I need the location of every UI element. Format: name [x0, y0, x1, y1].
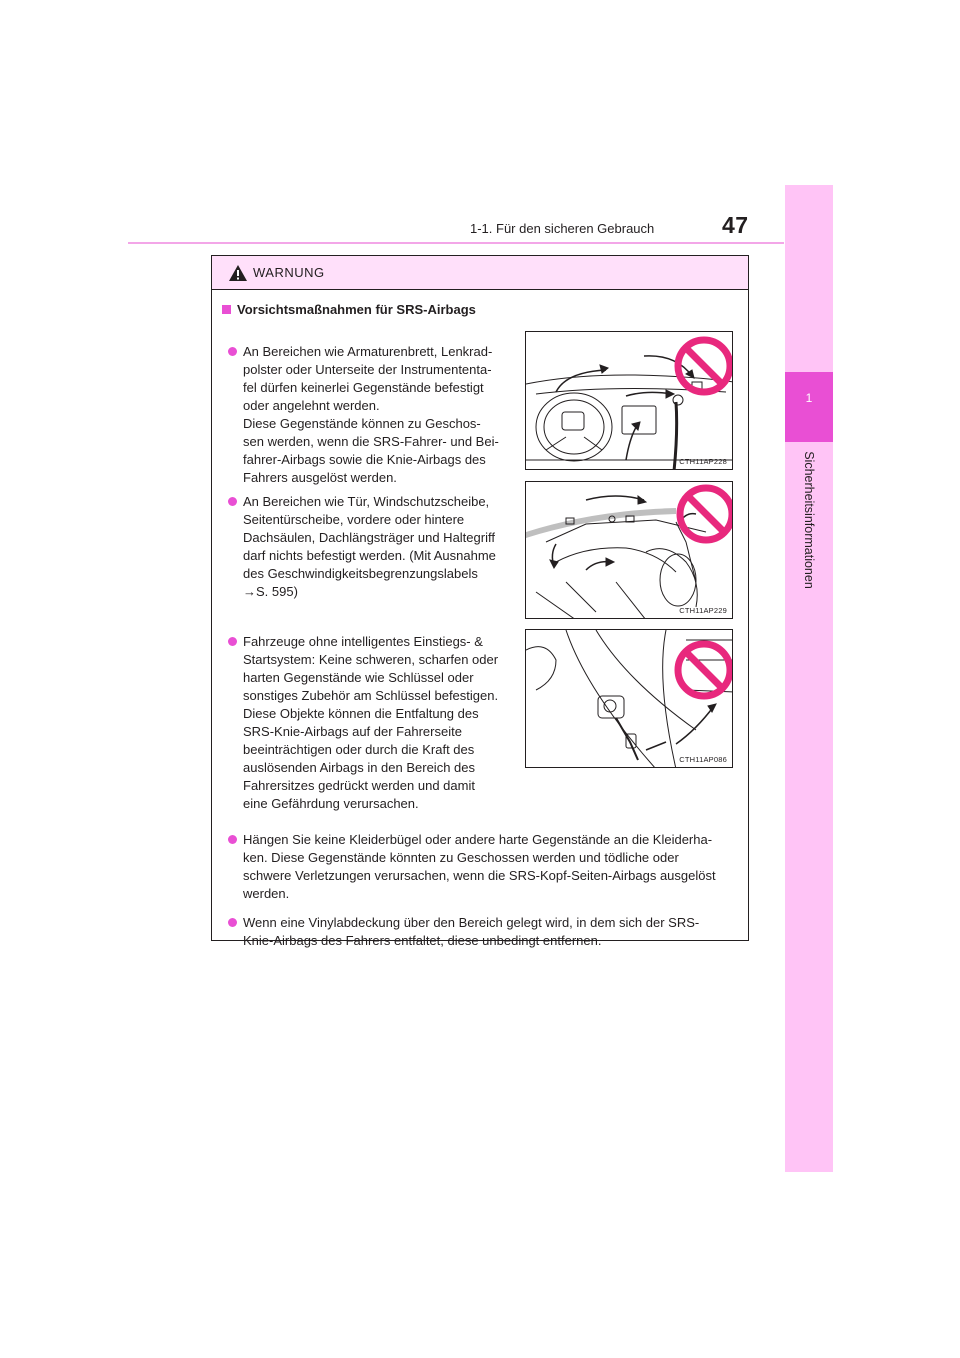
chapter-label: Sicherheitsinformationen	[802, 451, 816, 589]
bullet-text: Fahrzeuge ohne intelligentes Einstiegs- & Startsystem: Keine schweren, scharfen oder harten Gegenstände wie Schlüssel oder sonstiges Zubehör am Schlüssel befestigen. Diese Objekte können die Entfaltung des SRS-Knie-Airbags auf der Fahrerseite beeinträchtigen oder durch die Kraft des auslösenden Airbags in den Bereich des Fahrersitzes gedrückt werden und damit eine Gefährdung verursachen.	[243, 634, 499, 811]
figure-code: CTH11AP086	[679, 755, 727, 764]
bullet-item	[243, 831, 743, 903]
bullet-item	[243, 493, 518, 601]
key-illustration	[526, 630, 733, 768]
figure-code: CTH11AP229	[679, 606, 727, 615]
warning-header	[212, 256, 748, 290]
figure-code: CTH11AP228	[679, 457, 727, 466]
chapter-number: 1	[805, 391, 813, 405]
section-heading-text: Vorsichtsmaßnahmen für SRS-Airbags	[237, 302, 476, 317]
dashboard-illustration	[526, 332, 733, 470]
prohibition-icon	[678, 340, 730, 392]
bullet-dot-icon	[228, 918, 237, 927]
illustration-dashboard	[525, 331, 733, 470]
bullet-dot-icon	[228, 637, 237, 646]
header-divider	[128, 242, 784, 244]
bullet-item	[243, 914, 743, 950]
bullet-text: Hängen Sie keine Kleiderbügel oder andere harte Gegenstände an die Kleiderha- ken. Diese Gegenstände könnten zu Geschossen werden und tödliche oder schwere Verletzungen verursachen, wenn die SRS-Kopf-Seiten-Airbags ausgelöst werden.	[243, 832, 716, 901]
bullet-dot-icon	[228, 347, 237, 356]
prohibition-icon	[678, 644, 730, 696]
warning-box	[211, 255, 749, 948]
interior-illustration	[526, 482, 733, 619]
section-title: 1-1. Für den sicheren Gebrauch	[470, 221, 655, 236]
bullet-text: An Bereichen wie Tür, Windschutzscheibe, Seitentürscheibe, vordere oder hintere Dachsäulen, Dachlängsträger und Haltegriff darf nichts befestigt werden. (Mit Ausnahme des Geschwindigkeitsbegrenzungslabels →S. 595)	[243, 494, 496, 599]
chapter-side-tab	[785, 185, 833, 1172]
warning-title: WARNUNG	[253, 265, 325, 280]
page-number: 47	[722, 212, 749, 238]
illustration-key	[525, 629, 733, 768]
bullet-item	[243, 633, 518, 813]
bullet-text: Wenn eine Vinylabdeckung über den Bereich gelegt wird, in dem sich der SRS- Knie-Airbags des Fahrers entfaltet, diese unbedingt entfernen.	[243, 915, 700, 948]
bullet-text: An Bereichen wie Armaturenbrett, Lenkrad- polster oder Unterseite der Instrumententa- fel dürfen keinerlei Gegenstände befestigt oder angelehnt werden. Diese Gegenstände können zu Geschos- sen werden, wenn die SRS-Fahrer- und Bei- fahrer-Airbags sowie die Knie-Airbags des Fahrers ausgelöst werden.	[243, 344, 499, 485]
illustration-interior	[525, 481, 733, 619]
bullet-dot-icon	[228, 497, 237, 506]
section-heading	[222, 302, 476, 317]
square-bullet-icon	[222, 305, 231, 314]
bullet-item	[243, 343, 518, 487]
chapter-marker	[785, 372, 833, 442]
warning-triangle-icon	[228, 264, 248, 282]
bullet-dot-icon	[228, 835, 237, 844]
